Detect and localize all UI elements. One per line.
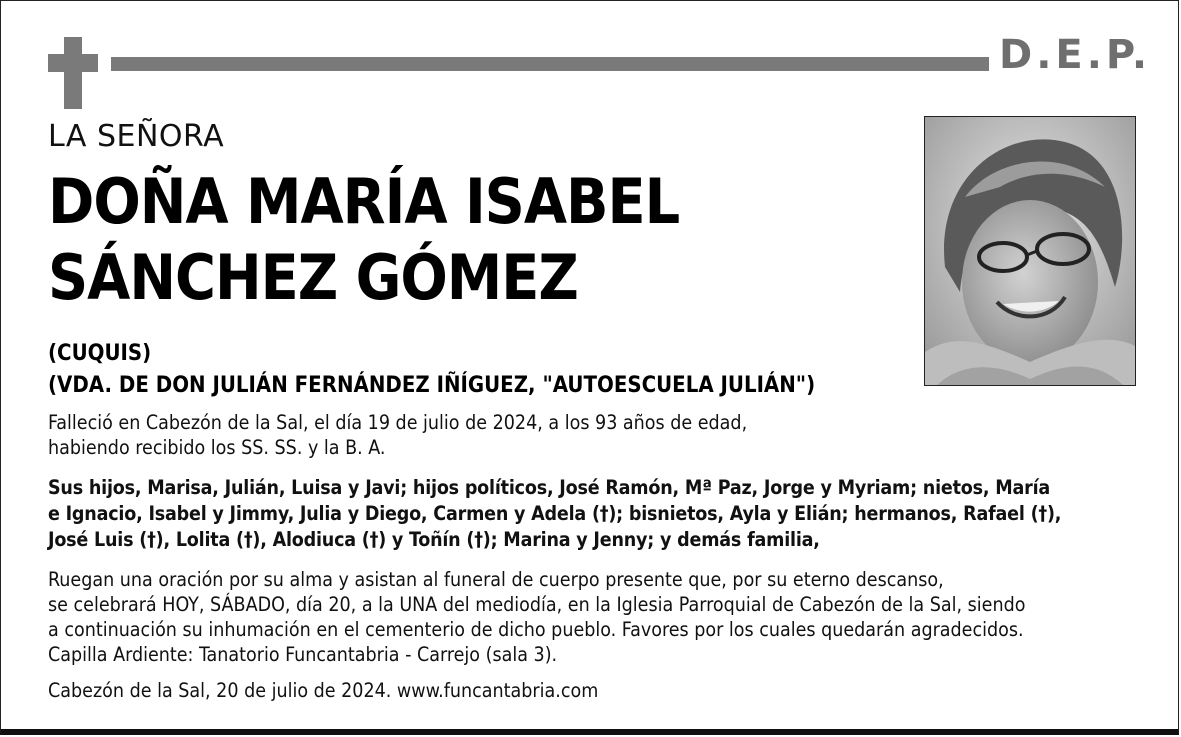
family-line: Sus hijos, Marisa, Julián, Luisa y Javi; hijos políticos, José Ramón, Mª Paz, Jorge y Myriam; nietos, María: [48, 476, 1051, 499]
name-line: DOÑA MARÍA ISABEL: [48, 165, 680, 238]
funeral-line: Capilla Ardiente: Tanatorio Funcantabria - Carrejo (sala 3).: [48, 643, 558, 666]
funeral-line: se celebrará HOY, SÁBADO, día 20, a la UNA del mediodía, en la Iglesia Parroquial de Cabezón de la Sal, siendo: [48, 593, 1026, 616]
nickname: (CUQUIS): [48, 341, 152, 366]
family-line: José Luis (†), Lolita (†), Alodiuca (†) y Toñín (†); Marina y Jenny; y demás familia,: [48, 528, 820, 551]
header-rule: [111, 57, 989, 71]
death-notice-line: habiendo recibido los SS. SS. y la B. A.: [48, 436, 386, 459]
family-line: e Ignacio, Isabel y Jimmy, Julia y Diego, Carmen y Adela (†); bisnietos, Ayla y Elián; hermanos, Rafael (†),: [48, 502, 1062, 525]
funeral-line: Ruegan una oración por su alma y asistan al funeral de cuerpo presente que, por su eterno descanso,: [48, 568, 944, 591]
death-notice-line: Falleció en Cabezón de la Sal, el día 19 de julio de 2024, a los 93 años de edad,: [48, 411, 748, 434]
footer-line: Cabezón de la Sal, 20 de julio de 2024. www.funcantabria.com: [48, 679, 599, 702]
dep-label: D.E.P.: [999, 32, 1152, 78]
name-line: SÁNCHEZ GÓMEZ: [48, 241, 578, 314]
deceased-name: [48, 164, 679, 316]
widow-of: (VDA. DE DON JULIÁN FERNÁNDEZ IÑÍGUEZ, "AUTOESCUELA JULIÁN"): [48, 373, 816, 398]
family-list: [48, 475, 1061, 553]
funeral-line: a continuación su inhumación en el cementerio de dicho pueblo. Favores por los cuales quedarán agradecidos.: [48, 618, 1024, 641]
funeral-info: [48, 567, 1025, 667]
portrait-image: [925, 117, 1136, 386]
portrait-photo: [924, 116, 1136, 386]
intro-label: LA SEÑORA: [48, 119, 225, 154]
death-notice: [48, 410, 747, 460]
